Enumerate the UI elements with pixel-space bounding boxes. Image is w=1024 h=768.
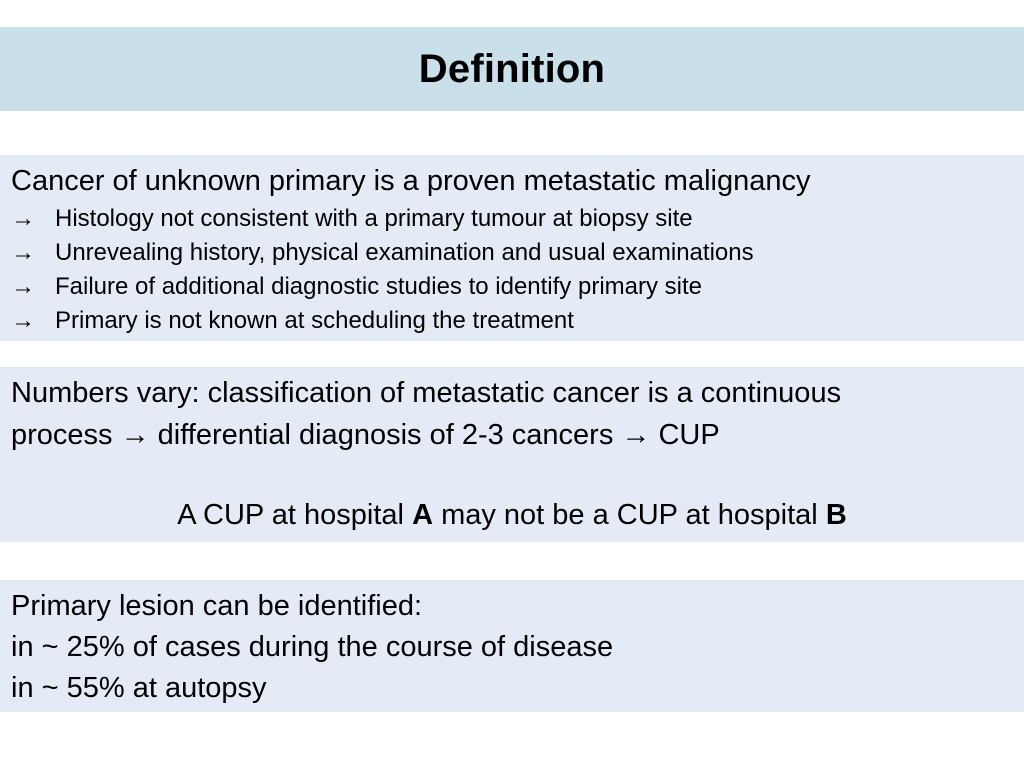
arrow-icon: → <box>11 273 35 300</box>
primary-line-2: in ~ 25% of cases during the course of disease <box>11 631 614 663</box>
definition-bullet-3 <box>11 275 702 299</box>
hospital-statement-part-1: A CUP at hospital <box>177 499 413 531</box>
definition-box <box>0 155 1024 341</box>
hospital-b-label: B <box>825 499 847 531</box>
slide-title: Definition <box>418 47 606 91</box>
title-bar <box>0 27 1024 111</box>
numbers-line-1: Numbers vary: classification of metastatic cancer is a continuous <box>11 377 842 409</box>
definition-bullet-4 <box>11 309 574 333</box>
arrow-icon: → <box>11 205 35 232</box>
definition-bullet-text: Failure of additional diagnostic studies to identify primary site <box>55 273 702 300</box>
arrow-icon: → <box>11 307 35 334</box>
primary-lesion-box <box>0 580 1024 712</box>
hospital-statement <box>0 501 1024 530</box>
definition-bullet-1 <box>11 207 693 231</box>
hospital-statement-part-2: may not be a CUP at hospital <box>433 499 826 531</box>
primary-line-1: Primary lesion can be identified: <box>11 590 423 622</box>
definition-bullet-text: Primary is not known at scheduling the treatment <box>55 307 574 334</box>
numbers-box <box>0 367 1024 542</box>
primary-line-3: in ~ 55% at autopsy <box>11 672 267 704</box>
arrow-icon: → <box>11 239 35 266</box>
definition-bullet-text: Unrevealing history, physical examination and usual examinations <box>55 239 754 266</box>
definition-bullet-text: Histology not consistent with a primary tumour at biopsy site <box>55 205 693 232</box>
hospital-a-label: A <box>412 499 434 531</box>
definition-lead: Cancer of unknown primary is a proven metastatic malignancy <box>11 165 811 197</box>
numbers-line-2: process → differential diagnosis of 2-3 cancers → CUP <box>11 419 720 451</box>
definition-bullet-2 <box>11 241 754 265</box>
